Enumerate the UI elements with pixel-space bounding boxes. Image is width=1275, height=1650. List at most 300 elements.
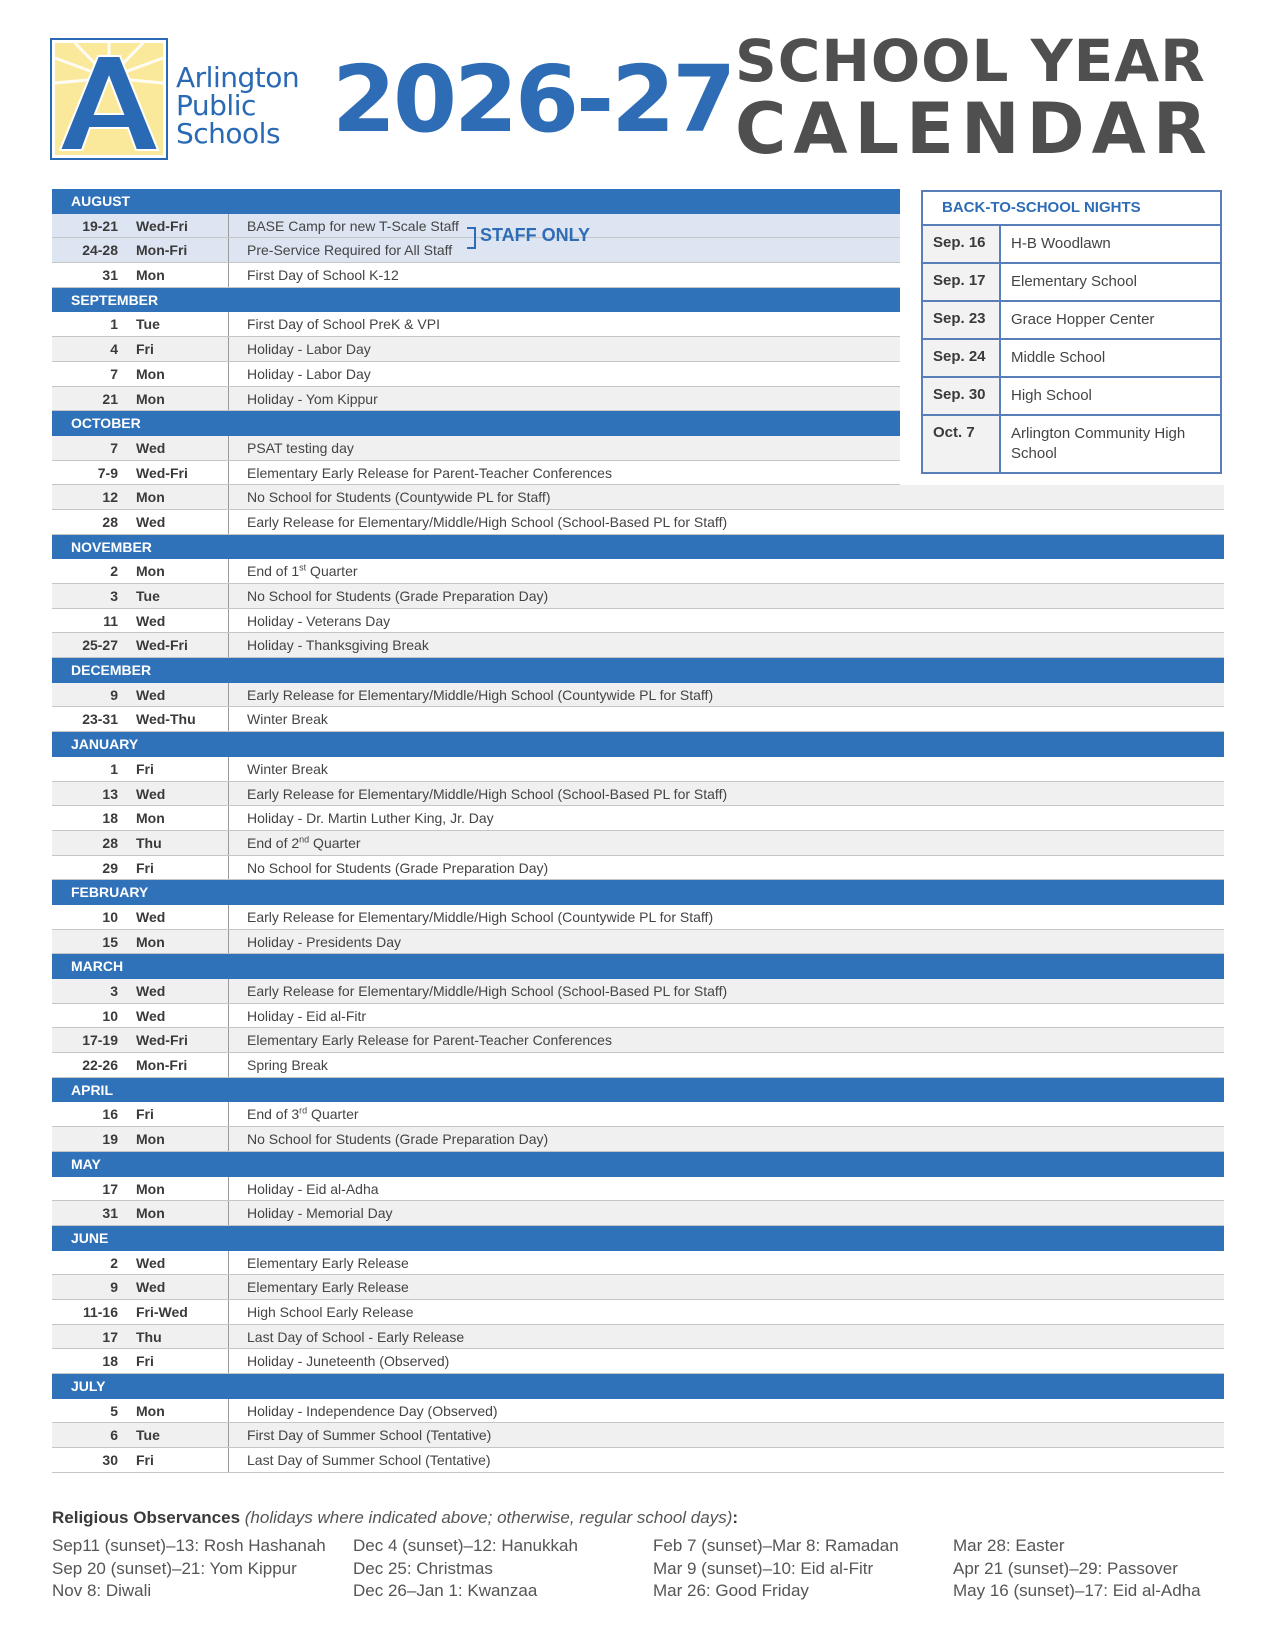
observance-column <box>52 1535 326 1603</box>
event-description <box>247 1127 548 1151</box>
event-text: Holiday - Eid al-Adha <box>247 1180 379 1197</box>
observance-item: Sep 20 (sunset)–21: Yom Kippur <box>52 1558 297 1578</box>
event-text: BASE Camp for new T-Scale Staff <box>247 217 459 234</box>
observance-item: Dec 26–Jan 1: Kwanzaa <box>353 1581 538 1600</box>
event-weekday: Wed <box>136 439 166 456</box>
event-date: 2 <box>110 1254 118 1271</box>
calendar-row <box>52 1201 1224 1226</box>
event-weekday: Mon <box>136 267 165 284</box>
calendar-row <box>52 609 1224 634</box>
column-divider <box>228 782 229 806</box>
school-logo <box>50 38 168 160</box>
event-description <box>247 757 328 781</box>
calendar-row <box>52 905 1224 930</box>
event-date: 17-19 <box>82 1032 118 1049</box>
event-date: 9 <box>110 1279 118 1296</box>
column-divider <box>228 263 229 287</box>
observance-item: Mar 28: Easter <box>953 1536 1065 1555</box>
title-line-2: CALENDAR <box>735 88 1214 170</box>
event-text: Holiday - Veterans Day <box>247 612 391 629</box>
event-description <box>247 559 358 583</box>
column-divider <box>228 485 229 509</box>
event-description <box>247 387 378 411</box>
event-date: 22-26 <box>82 1057 118 1074</box>
observance-item: Feb 7 (sunset)–Mar 8: Ramadan <box>653 1536 899 1555</box>
event-description <box>247 905 713 929</box>
event-weekday: Tue <box>136 316 160 333</box>
column-divider <box>228 1004 229 1028</box>
calendar-row <box>52 930 1224 955</box>
month-header: MAY <box>52 1152 1224 1177</box>
event-weekday: Wed <box>136 513 166 530</box>
event-description <box>247 461 612 485</box>
event-text: Last Day of School - Early Release <box>247 1328 465 1345</box>
calendar-row <box>52 683 1224 708</box>
event-date: 6 <box>110 1427 118 1444</box>
event-weekday: Wed <box>136 1007 166 1024</box>
event-weekday: Mon <box>136 1180 165 1197</box>
back-to-school-school: Arlington Community High School <box>1011 425 1186 462</box>
calendar-row <box>52 1053 1224 1078</box>
religious-observances-heading <box>52 1508 738 1528</box>
column-divider <box>228 1399 229 1423</box>
calendar-row <box>52 806 1224 831</box>
column-divider <box>228 633 229 657</box>
event-weekday: Fri <box>136 760 154 777</box>
column-divider <box>228 238 229 262</box>
month-header: SEPTEMBER <box>52 288 900 313</box>
observance-column <box>653 1535 899 1603</box>
event-weekday: Mon <box>136 1205 165 1222</box>
event-date: 19-21 <box>82 217 118 234</box>
column-divider <box>228 362 229 386</box>
event-date: 28 <box>102 513 118 530</box>
observance-item: May 16 (sunset)–17: Eid al-Adha <box>953 1581 1201 1600</box>
religious-title: Religious Observances <box>52 1508 241 1527</box>
calendar-row <box>52 436 900 461</box>
event-description <box>247 1423 491 1447</box>
event-date: 1 <box>110 760 118 777</box>
event-description <box>247 1004 366 1028</box>
event-weekday: Fri <box>136 1353 154 1370</box>
observance-column <box>353 1535 578 1603</box>
event-description <box>247 584 548 608</box>
event-date: 5 <box>110 1402 118 1419</box>
calendar-row <box>52 633 1224 658</box>
event-text: Holiday - Independence Day (Observed) <box>247 1402 498 1419</box>
event-text: Early Release for Elementary/Middle/High School (Countywide PL for Staff) <box>247 908 714 925</box>
event-text: PSAT testing day <box>247 439 354 456</box>
event-date: 15 <box>102 933 118 950</box>
event-description <box>247 436 354 460</box>
column-divider <box>228 1028 229 1052</box>
event-date: 10 <box>102 1007 118 1024</box>
column-divider <box>228 757 229 781</box>
event-description <box>247 707 328 731</box>
event-description <box>247 312 440 336</box>
event-description <box>247 1251 409 1275</box>
column-divider <box>228 436 229 460</box>
calendar-row <box>52 485 1224 510</box>
event-date: 28 <box>102 834 118 851</box>
event-text: First Day of Summer School (Tentative) <box>247 1427 492 1444</box>
event-text: Holiday - Thanksgiving Break <box>247 637 429 654</box>
event-text: Early Release for Elementary/Middle/High School (School-Based PL for Staff) <box>247 983 728 999</box>
event-text: Early Release for Elementary/Middle/High School (School-Based PL for Staff) <box>247 513 728 530</box>
event-text: End of 2 <box>247 834 300 851</box>
calendar-row <box>52 1004 1224 1029</box>
calendar-row <box>52 312 900 337</box>
event-date: 13 <box>102 785 118 802</box>
calendar-row <box>52 856 1224 881</box>
column-divider <box>228 1127 229 1151</box>
event-text: End of 3 <box>247 1106 300 1123</box>
calendar-row <box>52 559 1224 584</box>
back-to-school-title: BACK-TO-SCHOOL NIGHTS <box>923 192 1220 226</box>
observance-item: Mar 26: Good Friday <box>653 1581 809 1600</box>
back-to-school-date: Sep. 17 <box>923 264 1001 300</box>
event-date: 29 <box>102 859 118 876</box>
staff-only-label: STAFF ONLY <box>480 225 591 245</box>
calendar-row <box>52 214 900 239</box>
event-description <box>247 238 452 262</box>
calendar-row <box>52 1251 1224 1276</box>
event-text-after: Quarter <box>307 1106 359 1123</box>
calendar-row <box>52 337 900 362</box>
event-text: Early Release for Elementary/Middle/High School (Countywide PL for Staff) <box>247 686 714 703</box>
calendar-row <box>52 1177 1224 1202</box>
event-date: 7 <box>110 439 118 456</box>
event-text: First Day of School K-12 <box>247 267 399 284</box>
event-text: Last Day of Summer School (Tentative) <box>247 1452 491 1469</box>
event-text: Early Release for Elementary/Middle/High School (School-Based PL for Staff) <box>247 785 728 802</box>
back-to-school-row <box>923 416 1220 472</box>
calendar-row <box>52 238 900 263</box>
back-to-school-date: Sep. 16 <box>923 226 1001 262</box>
event-text: No School for Students (Grade Preparation Day) <box>247 588 549 604</box>
calendar-row <box>52 1349 1224 1374</box>
back-to-school-school: Grace Hopper Center <box>1011 311 1155 328</box>
event-text: High School Early Release <box>247 1303 414 1320</box>
event-date: 11-16 <box>82 1303 118 1320</box>
event-weekday: Mon <box>136 390 165 407</box>
event-description <box>247 782 727 806</box>
religious-colon: : <box>732 1508 739 1527</box>
event-description <box>247 1102 359 1126</box>
column-divider <box>228 930 229 954</box>
event-text-after: Quarter <box>306 563 358 580</box>
column-divider <box>228 1053 229 1077</box>
event-text: Winter Break <box>247 760 328 777</box>
event-text: Holiday - Presidents Day <box>247 933 402 950</box>
event-description <box>247 1053 328 1077</box>
calendar-row <box>52 1300 1224 1325</box>
event-text: Winter Break <box>247 711 328 728</box>
column-divider <box>228 337 229 361</box>
event-weekday: Wed <box>136 908 166 925</box>
event-weekday: Wed <box>136 785 166 802</box>
calendar-row <box>52 510 1224 535</box>
column-divider <box>228 979 229 1003</box>
event-weekday: Mon-Fri <box>136 1057 188 1074</box>
event-description <box>247 1325 464 1349</box>
event-description <box>247 609 390 633</box>
event-text: Pre-Service Required for All Staff <box>247 242 453 259</box>
month-header: JANUARY <box>52 732 1224 757</box>
calendar-row <box>52 263 900 288</box>
logo-line-2: Public <box>176 89 256 122</box>
event-text: Holiday - Labor Day <box>247 341 371 358</box>
event-description <box>247 1028 612 1052</box>
event-date: 25-27 <box>82 637 118 654</box>
event-description <box>247 362 371 386</box>
back-to-school-school: High School <box>1011 387 1092 404</box>
event-description <box>247 1275 409 1299</box>
back-to-school-row <box>923 302 1220 340</box>
title-line-1: SCHOOL YEAR <box>735 27 1206 95</box>
event-date: 9 <box>110 686 118 703</box>
event-weekday: Mon <box>136 489 165 506</box>
event-weekday: Wed-Fri <box>136 464 188 481</box>
column-divider <box>228 461 229 485</box>
calendar-row <box>52 362 900 387</box>
event-date: 10 <box>102 908 118 925</box>
observance-item: Mar 9 (sunset)–10: Eid al-Fitr <box>653 1558 874 1578</box>
event-text: Spring Break <box>247 1057 328 1074</box>
column-divider <box>228 707 229 731</box>
calendar-row <box>52 387 900 412</box>
calendar-row <box>52 1275 1224 1300</box>
event-date: 12 <box>102 489 118 506</box>
event-description <box>247 1300 414 1324</box>
calendar-row <box>52 1423 1224 1448</box>
event-description <box>247 1201 392 1225</box>
event-date: 18 <box>102 810 118 827</box>
back-to-school-date: Oct. 7 <box>923 416 1001 472</box>
logo-line-3: Schools <box>176 117 281 150</box>
event-date: 31 <box>102 267 118 284</box>
event-weekday: Tue <box>136 588 160 604</box>
column-divider <box>228 584 229 608</box>
calendar-row <box>52 979 1224 1004</box>
back-to-school-date: Sep. 30 <box>923 378 1001 414</box>
column-divider <box>228 1448 229 1472</box>
event-weekday: Wed-Fri <box>136 637 188 654</box>
event-weekday: Fri <box>136 1106 154 1123</box>
observance-item: Dec 4 (sunset)–12: Hanukkah <box>353 1536 578 1555</box>
event-weekday: Mon <box>136 1402 165 1419</box>
event-weekday: Thu <box>136 1328 162 1345</box>
ordinal-suffix: st <box>299 562 307 573</box>
event-date: 4 <box>110 341 118 358</box>
event-date: 17 <box>102 1180 118 1197</box>
event-weekday: Wed <box>136 1254 166 1271</box>
event-text: First Day of School PreK & VPI <box>247 316 440 333</box>
event-date: 18 <box>102 1353 118 1370</box>
column-divider <box>228 609 229 633</box>
event-weekday: Wed <box>136 612 166 629</box>
event-description <box>247 856 548 880</box>
observance-item: Sep11 (sunset)–13: Rosh Hashanah <box>52 1536 326 1555</box>
event-description <box>247 1448 491 1472</box>
calendar-row <box>52 1325 1224 1350</box>
column-divider <box>228 214 229 238</box>
event-weekday: Fri <box>136 859 154 876</box>
event-weekday: Mon-Fri <box>136 242 188 259</box>
calendar-row <box>52 1127 1224 1152</box>
event-weekday: Mon <box>136 1131 165 1148</box>
event-weekday: Wed-Fri <box>136 1032 188 1049</box>
calendar-row <box>52 782 1224 807</box>
event-text: Holiday - Eid al-Fitr <box>247 1007 367 1024</box>
event-text: End of 1 <box>247 563 300 580</box>
event-date: 1 <box>110 316 118 333</box>
event-text: Holiday - Yom Kippur <box>247 390 378 407</box>
event-text: Elementary Early Release <box>247 1254 409 1271</box>
back-to-school-date: Sep. 24 <box>923 340 1001 376</box>
event-weekday: Mon <box>136 810 165 827</box>
month-header: OCTOBER <box>52 411 900 436</box>
column-divider <box>228 806 229 830</box>
event-date: 24-28 <box>82 242 118 259</box>
month-header: FEBRUARY <box>52 880 1224 905</box>
event-date: 17 <box>102 1328 118 1345</box>
event-weekday: Fri <box>136 341 154 358</box>
calendar-row <box>52 1399 1224 1424</box>
event-date: 21 <box>102 390 118 407</box>
event-description <box>247 633 429 657</box>
back-to-school-row <box>923 264 1220 302</box>
event-text: Holiday - Labor Day <box>247 365 371 382</box>
event-text: Elementary Early Release for Parent-Teacher Conferences <box>247 1032 612 1049</box>
event-description <box>247 831 361 855</box>
event-weekday: Wed-Fri <box>136 217 188 234</box>
event-weekday: Tue <box>136 1427 160 1444</box>
ordinal-suffix: nd <box>299 834 310 845</box>
event-weekday: Mon <box>136 365 165 382</box>
event-text: No School for Students (Countywide PL for Staff) <box>247 489 551 506</box>
event-date: 31 <box>102 1205 118 1222</box>
calendar-row <box>52 461 900 486</box>
back-to-school-school: Elementary School <box>1011 273 1137 290</box>
event-text: Holiday - Dr. Martin Luther King, Jr. Day <box>247 810 494 827</box>
calendar-row <box>52 1448 1224 1473</box>
event-text: Holiday - Juneteenth (Observed) <box>247 1353 450 1370</box>
calendar-row <box>52 831 1224 856</box>
event-description <box>247 1349 449 1373</box>
event-description <box>247 683 713 707</box>
event-text: Elementary Early Release <box>247 1279 409 1296</box>
event-description <box>247 1177 379 1201</box>
event-description <box>247 485 551 509</box>
event-text-after: Quarter <box>309 834 361 851</box>
event-weekday: Thu <box>136 834 162 851</box>
column-divider <box>228 1251 229 1275</box>
month-header: JUNE <box>52 1226 1224 1251</box>
month-header: MARCH <box>52 954 1224 979</box>
back-to-school-row <box>923 378 1220 416</box>
event-description <box>247 806 494 830</box>
back-to-school-rows <box>923 226 1220 472</box>
back-to-school-school: Middle School <box>1011 349 1106 366</box>
back-to-school-row <box>923 226 1220 264</box>
event-weekday: Wed-Thu <box>136 711 196 728</box>
column-divider <box>228 1300 229 1324</box>
observance-item: Dec 25: Christmas <box>353 1558 493 1578</box>
calendar-row <box>52 584 1224 609</box>
event-date: 7 <box>110 365 118 382</box>
column-divider <box>228 831 229 855</box>
column-divider <box>228 905 229 929</box>
calendar-row <box>52 757 1224 782</box>
event-weekday: Wed <box>136 983 166 999</box>
school-year: 2026-27 <box>332 46 734 153</box>
column-divider <box>228 1325 229 1349</box>
event-weekday: Mon <box>136 563 165 580</box>
month-header: DECEMBER <box>52 658 1224 683</box>
column-divider <box>228 1275 229 1299</box>
event-weekday: Wed <box>136 686 166 703</box>
observance-item: Apr 21 (sunset)–29: Passover <box>953 1558 1178 1578</box>
column-divider <box>228 510 229 534</box>
event-date: 11 <box>103 612 118 629</box>
column-divider <box>228 1177 229 1201</box>
logo-text <box>176 61 300 150</box>
event-weekday: Mon <box>136 933 165 950</box>
event-description <box>247 1399 498 1423</box>
event-description <box>247 510 727 534</box>
event-text: Holiday - Memorial Day <box>247 1205 393 1222</box>
event-description <box>247 930 401 954</box>
month-header: APRIL <box>52 1078 1224 1103</box>
calendar-row <box>52 707 1224 732</box>
column-divider <box>228 312 229 336</box>
observance-item: Nov 8: Diwali <box>52 1581 152 1600</box>
event-date: 23-31 <box>82 711 118 728</box>
back-to-school-row <box>923 340 1220 378</box>
event-weekday: Wed <box>136 1279 166 1296</box>
calendar-row <box>52 1102 1224 1127</box>
column-divider <box>228 683 229 707</box>
event-description <box>247 214 459 238</box>
event-date: 19 <box>102 1131 118 1148</box>
column-divider <box>228 1201 229 1225</box>
month-header: NOVEMBER <box>52 535 1224 560</box>
event-text: No School for Students (Grade Preparation Day) <box>247 859 549 876</box>
religious-subtitle: (holidays where indicated above; otherwise, regular school days) <box>244 1508 733 1527</box>
event-date: 16 <box>102 1106 118 1123</box>
event-description <box>247 337 371 361</box>
column-divider <box>228 387 229 411</box>
column-divider <box>228 1349 229 1373</box>
event-description <box>247 979 727 1003</box>
staff-only-bracket <box>467 227 476 249</box>
event-weekday: Fri-Wed <box>136 1303 188 1320</box>
event-date: 30 <box>102 1452 118 1469</box>
column-divider <box>228 1102 229 1126</box>
back-to-school-box <box>921 190 1222 474</box>
month-header: JULY <box>52 1374 1224 1399</box>
event-weekday: Fri <box>136 1452 154 1469</box>
event-date: 3 <box>110 588 118 604</box>
event-date: 3 <box>110 983 118 999</box>
event-date: 7-9 <box>97 464 118 481</box>
logo-line-1: Arlington <box>176 61 300 94</box>
event-description <box>247 263 399 287</box>
back-to-school-date: Sep. 23 <box>923 302 1001 338</box>
event-date: 2 <box>110 563 118 580</box>
month-header: AUGUST <box>52 189 900 214</box>
